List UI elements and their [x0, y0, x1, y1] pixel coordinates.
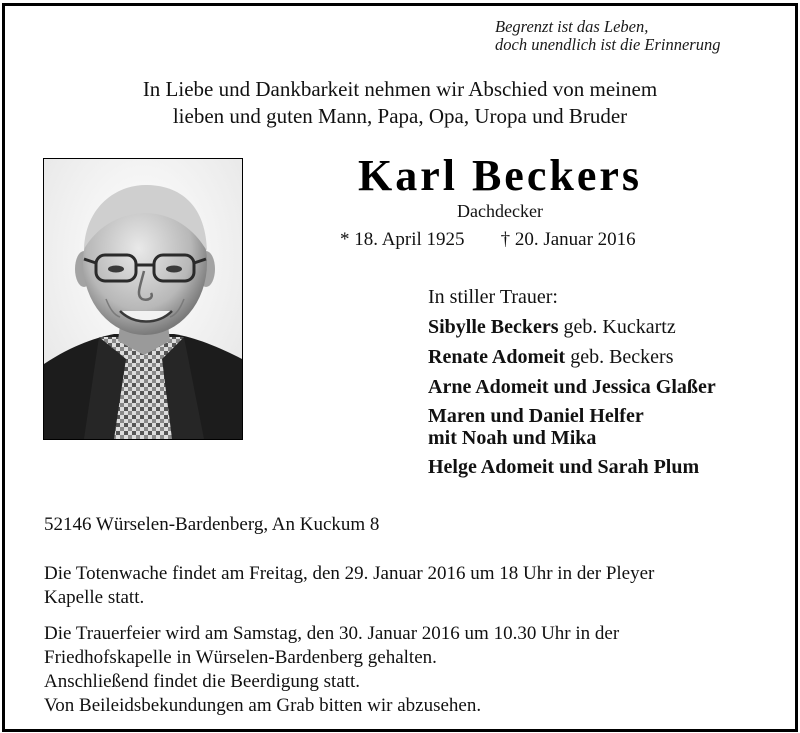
mourner-name: Helge Adomeit und Sarah Plum	[428, 456, 700, 478]
intro-text	[0, 76, 800, 130]
mourner-entry	[428, 455, 716, 479]
wake-notice	[44, 562, 784, 610]
mourner-entry	[428, 315, 716, 339]
mourner-name-continued: mit Noah und Mika	[428, 427, 597, 449]
funeral-line-4: Von Beileidsbekundungen am Grab bitten wir abzusehen.	[44, 695, 482, 716]
intro-line-1: In Liebe und Dankbarkeit nehmen wir Abschied von meinem	[142, 77, 658, 101]
portrait-photo	[43, 158, 243, 440]
funeral-notice	[44, 622, 784, 718]
mourner-name: Maren und Daniel Helfer	[428, 405, 644, 427]
deceased-profession: Dachdecker	[457, 201, 543, 221]
intro-line-2: lieben und guten Mann, Papa, Opa, Uropa und Bruder	[172, 104, 628, 128]
mourner-name: Arne Adomeit und Jessica Glaßer	[428, 376, 716, 398]
motto-line-1: Begrenzt ist das Leben,	[495, 17, 649, 36]
funeral-line-1: Die Trauerfeier wird am Samstag, den 30. Januar 2016 um 10.30 Uhr in der	[44, 623, 620, 644]
mourner-name: Renate Adomeit	[428, 346, 566, 368]
wake-line-2: Kapelle statt.	[44, 587, 145, 608]
birth-date: * 18. April 1925	[340, 229, 465, 250]
mourners-list	[428, 285, 716, 485]
mourner-entry	[428, 375, 716, 399]
motto-line-2: doch unendlich ist die Erinnerung	[495, 35, 721, 54]
motto	[495, 18, 720, 54]
portrait-illustration	[44, 159, 242, 439]
funeral-line-3: Anschließend findet die Beerdigung statt.	[44, 671, 361, 692]
wake-line-1: Die Totenwache findet am Freitag, den 29. Januar 2016 um 18 Uhr in der Pleyer	[44, 563, 655, 584]
death-date: † 20. Januar 2016	[500, 229, 636, 250]
mourner-entry	[428, 345, 716, 369]
mourner-suffix: geb. Kuckartz	[558, 316, 676, 338]
mourner-name: Sibylle Beckers	[428, 316, 559, 338]
mourner-suffix: geb. Beckers	[565, 346, 674, 368]
mourners-heading: In stiller Trauer:	[428, 286, 558, 308]
funeral-line-2: Friedhofskapelle in Würselen-Bardenberg gehalten.	[44, 647, 437, 668]
mourner-entry	[428, 405, 716, 449]
family-address: 52146 Würselen-Bardenberg, An Kuckum 8	[44, 514, 380, 535]
life-dates	[340, 229, 636, 251]
deceased-name: Karl Beckers	[357, 151, 643, 200]
